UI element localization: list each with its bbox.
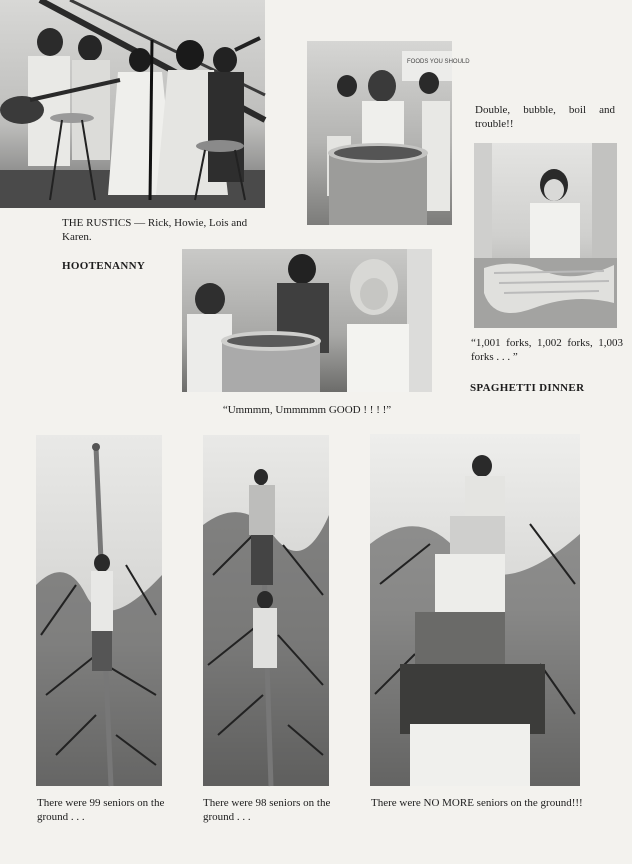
caption-seniors-99: There were 99 seniors on the ground . . .	[37, 797, 165, 823]
photo-three-cooks	[182, 249, 432, 392]
caption-seniors-98: There were 98 seniors on the ground . . .	[203, 797, 331, 823]
caption-rustics: THE RUSTICS — Rick, Howie, Lois and Karen.	[62, 217, 248, 243]
heading-spaghetti-dinner: SPAGHETTI DINNER	[470, 382, 585, 394]
photo-human-pyramid	[370, 434, 580, 786]
caption-no-more-seniors: There were NO MORE seniors on the ground!!!	[371, 797, 583, 809]
photo-rustics-band	[0, 0, 265, 208]
photo-pole-climb-2	[203, 435, 329, 786]
caption-forks: “1,001 forks, 1,002 forks, 1,003 forks . . . ”	[471, 337, 623, 363]
caption-good: “Ummmm, Ummmmm GOOD ! ! ! !”	[222, 404, 392, 416]
sign-text: FOODS YOU SHOULD	[407, 59, 470, 65]
caption-bubble: Double, bubble, boil and trouble!!	[475, 104, 615, 130]
photo-spaghetti-girl	[474, 143, 617, 328]
heading-hootenanny: HOOTENANNY	[62, 260, 146, 272]
photo-cooking-pot	[307, 41, 470, 225]
photo-pole-climb-1	[36, 435, 162, 786]
